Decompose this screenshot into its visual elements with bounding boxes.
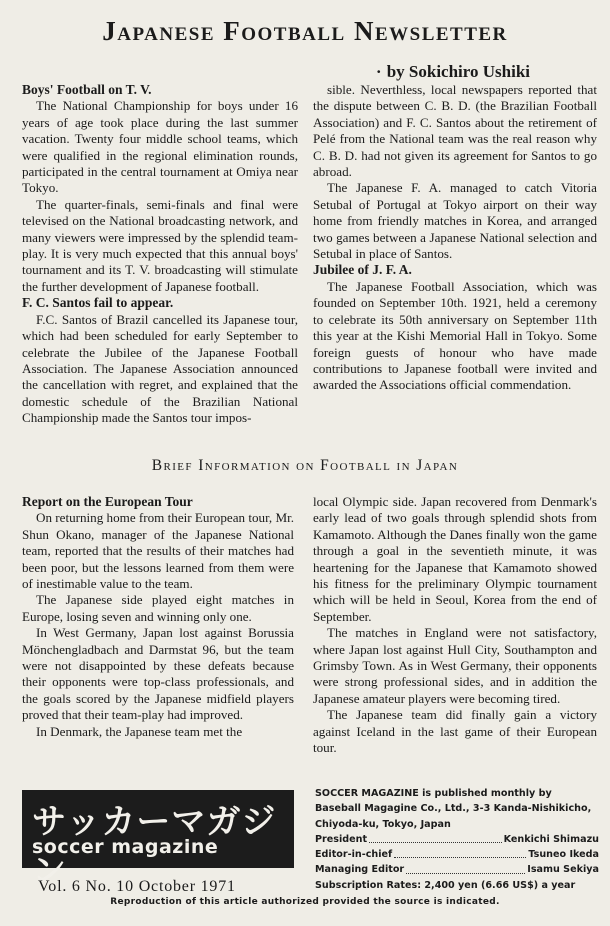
- staff-role: President: [315, 833, 368, 845]
- staff-name: Isamu Sekiya: [527, 864, 599, 876]
- logo-japanese-text: サッカーマガジン: [32, 802, 277, 891]
- article-heading: Report on the European Tour: [22, 494, 193, 509]
- article-paragraph: The Japanese side played eight matches in Europe, losing seven and winning only one.: [22, 592, 294, 624]
- article-heading: Jubilee of J. F. A.: [313, 262, 412, 278]
- article-paragraph: The Japanese Football Association, which was founded on September 10th. 1921, held a ceremony to celebrate its 50th anniversary on September 11th this year at the Kishi Memorial Hall in Tokyo. Some foreign guests of honour who have made contributions to Japanese football were invited and awarded the Associations official commendation.: [313, 278, 597, 393]
- leader-dots: [394, 847, 526, 858]
- volume-issue: Vol. 6 No. 10 October 1971: [38, 878, 236, 895]
- publisher-info: [315, 786, 599, 893]
- article-paragraph: The quarter-finals, semi-finals and final were televised on the National broadcasting network, and many viewers were impressed by the splendid team-play. It is very much expected that this annual boys' tournament and its T. V. broadcasting will stimulate the further development of Japanese football.: [22, 196, 298, 294]
- section2-left-column: [22, 494, 294, 740]
- leader-dots: [369, 832, 502, 843]
- article-paragraph: The matches in England were not satisfactory, where Japan lost against Hull City, Southampton and Grimsby Town. As in West Germany, their opponents were strong professional sides, and in addition the Japanese amateur players were becoming tired.: [313, 625, 597, 706]
- article-paragraph: The Japanese team did finally gain a victory against Iceland in the last game of their European tour.: [313, 707, 597, 756]
- staff-name: Tsuneo Ikeda: [528, 849, 599, 861]
- newsletter-title: Japanese Football Newsletter: [102, 16, 508, 46]
- article-heading: F. C. Santos fail to appear.: [22, 295, 174, 311]
- article-paragraph: sible. Neverthless, local newspapers reported that the dispute between C. B. D. (the Brazilian Football Association) and F. C. Santos about the retirement of Pelé from the National team was the real reason why C. B. D. had not given its agreement for Santos to go abroad.: [313, 82, 597, 180]
- leader-dots: [406, 862, 525, 873]
- staff-row: [315, 862, 599, 877]
- article-paragraph: The Japanese F. A. managed to catch Vitoria Setubal of Portugal at Tokyo airport on their way home from friendly matches in Korea, and arranged two games between a Japanese National selection and Setubal in place of Santos.: [313, 180, 597, 262]
- staff-row: [315, 832, 599, 847]
- section2-right-column: [313, 494, 597, 757]
- article-paragraph: F.C. Santos of Brazil cancelled its Japanese tour, which had been scheduled for early September to celebrate the Jubilee of the Japanese Football Association. The Japanese Association announced the cancellation with regret, and explained that the domestic schedule of the Brazilian National Championship made the Santos tour impos-: [22, 311, 298, 426]
- mark-glyph: ·: [376, 62, 381, 81]
- staff-name: Kenkichi Shimazu: [503, 833, 599, 845]
- section1-left-column: [22, 82, 298, 427]
- logo-english-text: soccer magazine: [32, 836, 219, 858]
- publisher-statement: SOCCER MAGAZINE is published monthly by Baseball Magagine Co., Ltd., 3-3 Kanda-Nishikicho, Chiyoda-ku, Tokyo, Japan: [315, 788, 592, 830]
- byline-text: by Sokichiro Ushiki: [386, 62, 530, 81]
- article-paragraph: The National Championship for boys under 16 years of age took place during the last summer vacation. Twenty four middle school teams, which were qualified in the regional elimination rounds, participated in the central tournament at Omiya near Tokyo.: [22, 98, 298, 196]
- article-paragraph: local Olympic side. Japan recovered from Denmark's early lead of two goals through splendid shots from Kamamoto. Although the Danes finally won the game through a goal in the seventieth minute, it was heartening for the Japanese that Kamamoto showed his fitness for the preliminary Olympic tournament which will be held in Seoul, Korea from the end of September.: [313, 494, 597, 624]
- article-paragraph: In Denmark, the Japanese team met the: [36, 723, 243, 739]
- reproduction-note: Reproduction of this article authorized provided the source is indicated.: [110, 897, 500, 907]
- article-heading: Boys' Football on T. V.: [22, 82, 152, 97]
- staff-list: [315, 832, 599, 878]
- byline: [376, 62, 530, 82]
- subscription-rates: Subscription Rates: 2,400 yen (6.66 US$) a year: [315, 879, 576, 891]
- staff-role: Editor-in-chief: [315, 849, 393, 861]
- article-paragraph: In West Germany, Japan lost against Borussia Mönchengladbach and Darmstat 96, but the team were not disappointed by these defeats because their opponents were top-class professionals, and the goals scored by the Japanese midfield players proved that their team-play had improved.: [22, 625, 294, 723]
- section2-title: Brief Information on Football in Japan: [151, 457, 459, 474]
- staff-role: Managing Editor: [315, 864, 405, 876]
- article-paragraph: On returning home from their European tour, Mr. Shun Okano, manager of the Japanese National team, reported that the results of their matches had been poor, but the lessons learned from them were of inestimable value to the team.: [22, 510, 295, 592]
- staff-row: [315, 847, 599, 862]
- section1-right-column: [313, 82, 597, 394]
